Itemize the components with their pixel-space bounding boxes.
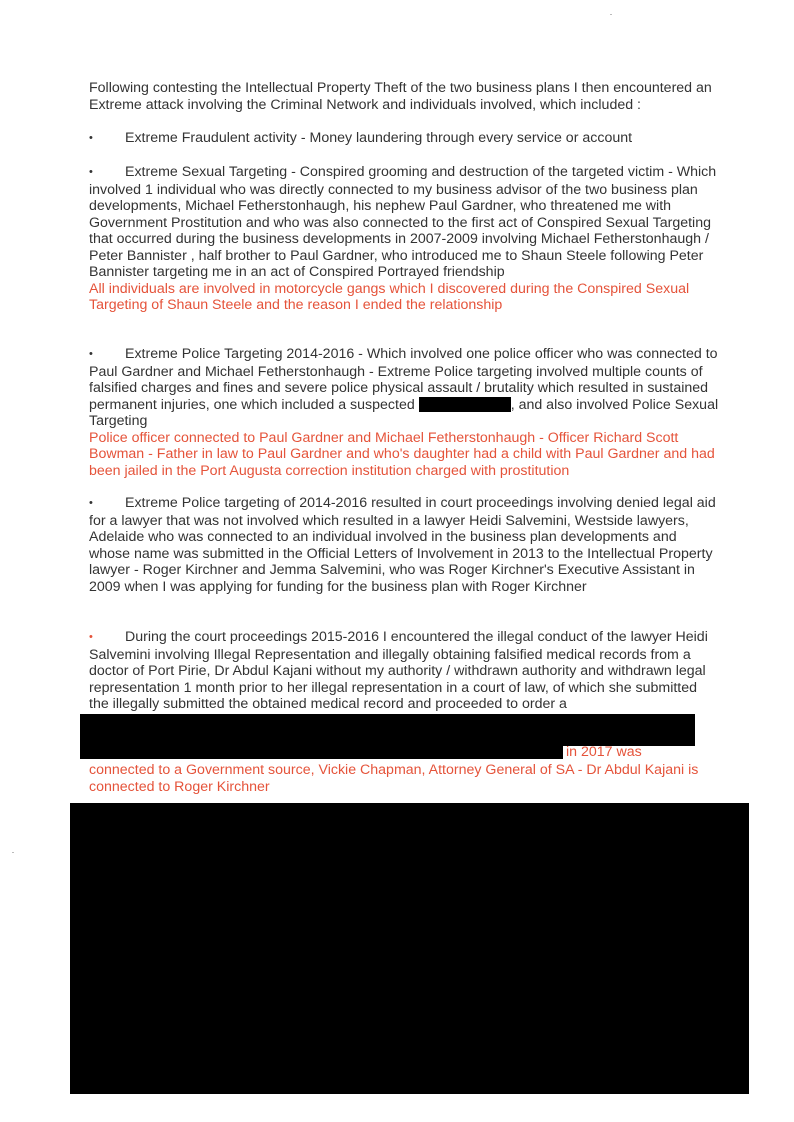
bullet-icon (89, 164, 125, 182)
bullet-court-proceedings (89, 495, 719, 595)
redaction-block-large (70, 803, 749, 1094)
red-annotation: Police officer connected to Paul Gardner and Michael Fetherstonhaugh - Officer Richard Scott Bowman - Father in law to Paul Gardner and who's daughter had a child with Paul Gardner and had been jailed in the Port Augusta correction institution charged with prostitution (89, 429, 715, 479)
bullet-police-targeting (89, 346, 719, 479)
bullet-text: Extreme Fraudulent activity - Money laundering through every service or account (125, 130, 633, 146)
bullet-sexual-targeting (89, 164, 719, 314)
red-annotation-inline: in 2017 was (566, 744, 642, 760)
bullet-text-cont: , and also involved Police Sexual Targeting (89, 396, 719, 429)
redaction-block (80, 714, 695, 746)
redaction-block (419, 397, 511, 412)
scan-speck (12, 852, 14, 853)
bullet-icon (89, 130, 125, 148)
bullet-illegal-conduct (89, 629, 719, 713)
intro-paragraph: Following contesting the Intellectual Property Theft of the two business plans I then encountered an Extreme attack involving the Criminal Network and individuals involved, which included : (89, 80, 712, 113)
bullet-icon (89, 346, 125, 364)
bullet-text: Extreme Police Targeting 2014-2016 - Which involved one police officer who was connected to Paul Gardner and Michael Fetherstonhaugh - Extreme Police targeting involved multiple counts of falsified charges and fines and severe police physical assault / brutality which resulted in sustained permanent injuries, one which included a suspected (89, 346, 718, 413)
bullet-icon (89, 629, 125, 647)
bullet-text: Extreme Sexual Targeting - Conspired grooming and destruction of the targeted victim - Which involved 1 individual who was directly connected to my business advisor of the two business plan developments, Michael Fetherstonhaugh, his nephew Paul Gardner, who threatened me with Government Prostitution and who was also connected to the first act of Conspired Sexual Targeting that occurred during the business developments in 2007-2009 involving Michael Fetherstonhaugh / Peter Bannister , half brother to Paul Gardner, who introduced me to Shaun Steele following Peter Bannister targeting me in an act of Conspired Portrayed friendship (89, 164, 717, 280)
bullet-fraud (89, 130, 719, 148)
bullet-icon (89, 495, 125, 513)
red-annotation: connected to a Government source, Vickie Chapman, Attorney General of SA - Dr Abdul Kajani is connected to Roger Kirchner (89, 762, 699, 795)
redaction-block (80, 745, 563, 759)
red-annotation: All individuals are involved in motorcycle gangs which I discovered during the Conspired Sexual Targeting of Shaun Steele and the reason I ended the relationship (89, 280, 690, 313)
bullet-text: During the court proceedings 2015-2016 I encountered the illegal conduct of the lawyer Heidi Salvemini involving Illegal Representation and illegally obtaining falsified medical records from a doctor of Port Pirie, Dr Abdul Kajani without my authority / withdrawn authority and withdrawn legal representation 1 month prior to her illegal representation in a court of law, of which she submitted the illegally submitted the obtained medical record and proceeded to order a (89, 629, 708, 712)
scan-speck (610, 14, 612, 15)
bullet-text: Extreme Police targeting of 2014-2016 resulted in court proceedings involving denied legal aid for a lawyer that was not involved which resulted in a lawyer Heidi Salvemini, Westside lawyers, Adelaide who was connected to an individual involved in the business plan developments and whose name was submitted in the Official Letters of Involvement in 2013 to the Intellectual Property lawyer - Roger Kirchner and Jemma Salvemini, who was Roger Kirchner's Executive Assistant in 2009 when I was applying for funding for the business plan with Roger Kirchner (89, 495, 716, 595)
